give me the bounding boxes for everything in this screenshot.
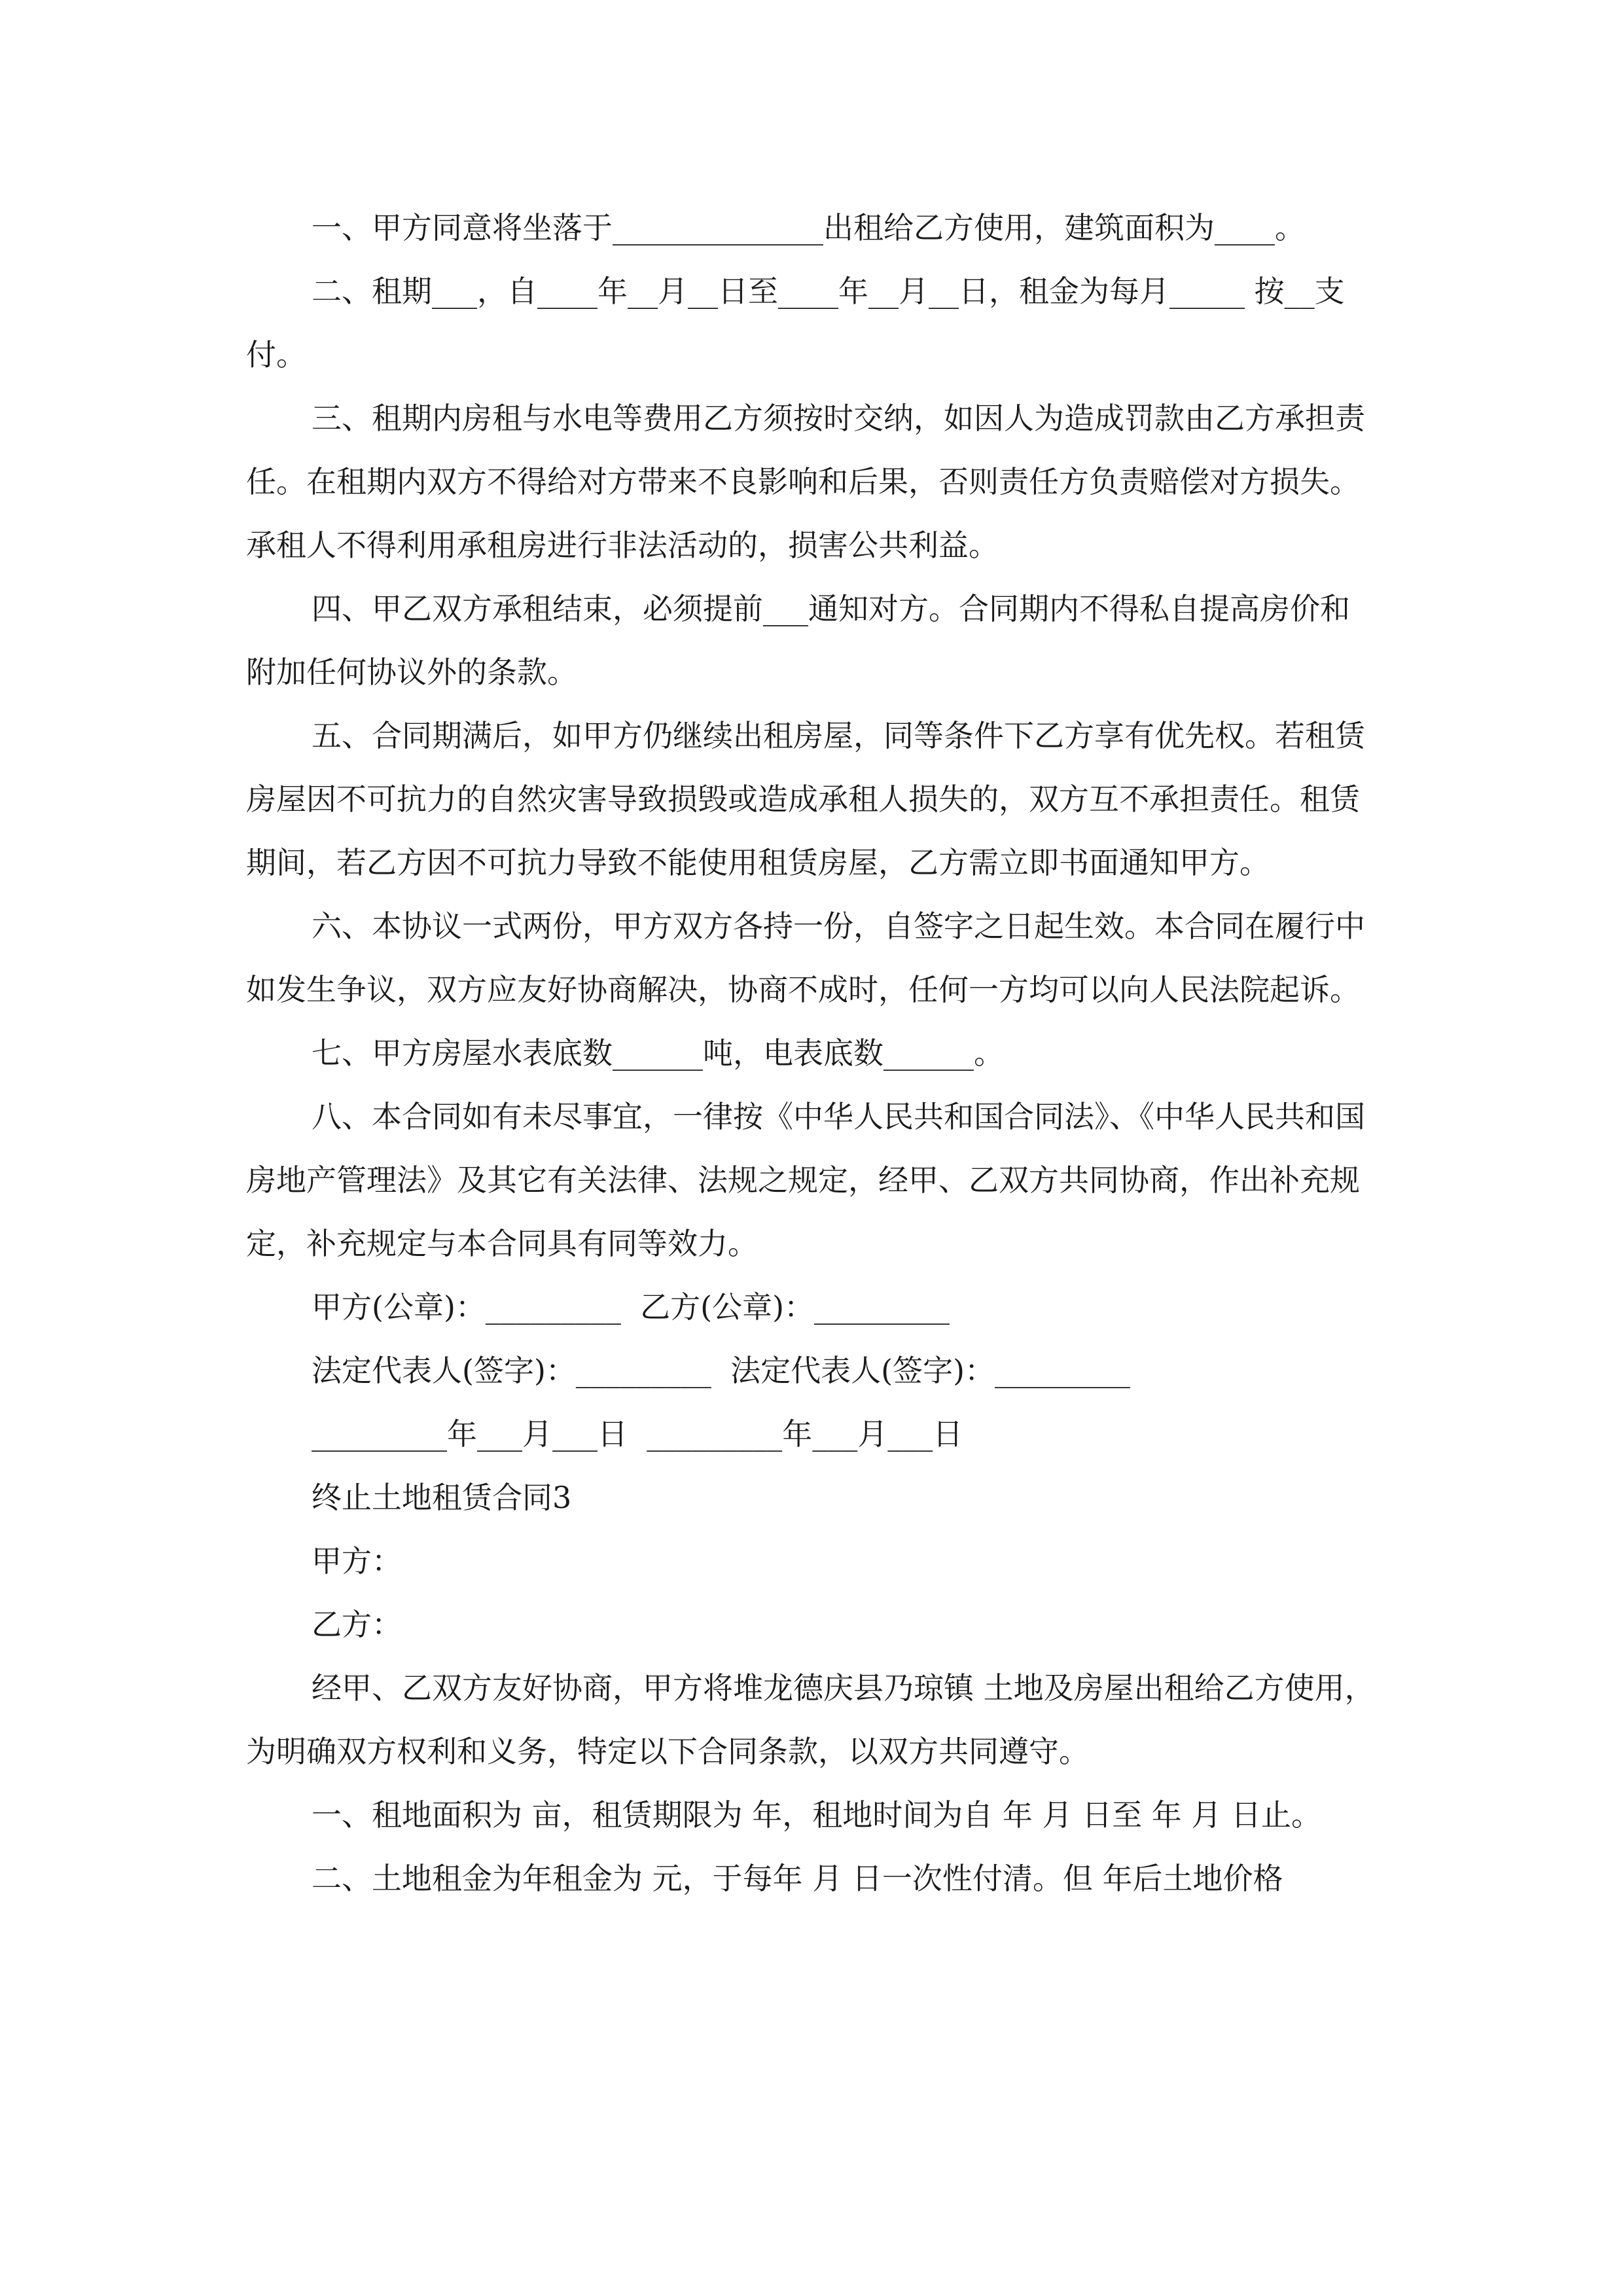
party-b-label: 乙方： xyxy=(312,1607,402,1642)
clause-4-termination-notice: 四、甲乙双方承租结束，必须提前___通知对方。合同期内不得私自提高房价和附加任何协议外的条款。 xyxy=(246,591,1350,690)
clause-7-meter-readings: 七、甲方房屋水表底数______吨，电表底数______。 xyxy=(312,1035,1004,1071)
party-a-label: 甲方： xyxy=(312,1543,402,1579)
signature-date-line: _________年___月___日 _________年___月___日 xyxy=(312,1416,963,1452)
document-body xyxy=(246,196,1378,1910)
clause-6-copies-disputes: 六、本协议一式两份，甲方双方各持一份，自签字之日起生效。本合同在履行中如发生争议，双方应友好协商解决，协商不成时，任何一方均可以向人民法院起诉。 xyxy=(246,908,1365,1007)
clause-1-property-location: 一、甲方同意将坐落于______________出租给乙方使用，建筑面积为____。 xyxy=(312,210,1305,245)
intro-paragraph: 经甲、乙双方友好协商，甲方将堆龙德庆县乃琼镇 土地及房屋出租给乙方使用，为明确双方权利和义务，特定以下合同条款，以双方共同遵守。 xyxy=(246,1670,1375,1769)
clause-2-lease-term: 二、租期___，自____年__月__日至____年__月__日，租金为每月_____ 按__支付。 xyxy=(246,274,1345,372)
clause-5-renewal-priority: 五、合同期满后，如甲方仍继续出租房屋，同等条件下乙方享有优先权。若租赁房屋因不可抗力的自然灾害导致损毁或造成承租人损失的，双方互不承担责任。租赁期间，若乙方因不可抗力导致不能使用租赁房屋，乙方需立即书面通知甲方。 xyxy=(246,718,1365,880)
signature-representative-line: 法定代表人(签字)：_________ 法定代表人(签字)：_________ xyxy=(312,1353,1131,1388)
land-clause-2: 二、土地租金为年租金为 元，于每年 月 日一次性付清。但 年后土地价格 xyxy=(312,1861,1283,1896)
clause-3-fees: 三、租期内房租与水电等费用乙方须按时交纳，如因人为造成罚款由乙方承担责任。在租期内双方不得给对方带来不良影响和后果，否则责任方负责赔偿对方损失。承租人不得利用承租房进行非法活动的，损害公共利益。 xyxy=(246,401,1365,563)
land-clause-1: 一、租地面积为 亩，租赁期限为 年，租地时间为自 年 月 日至 年 月 日止。 xyxy=(312,1797,1321,1833)
section-title: 终止土地租赁合同3 xyxy=(312,1480,572,1515)
signature-seal-line: 甲方(公章)：_________ 乙方(公章)：_________ xyxy=(312,1289,950,1325)
clause-8-supplementary: 八、本合同如有未尽事宜，一律按《中华人民共和国合同法》、《中华人民共和国房地产管理法》及其它有关法律、法规之规定，经甲、乙双方共同协商，作出补充规定，补充规定与本合同具有同等效力。 xyxy=(246,1099,1365,1261)
